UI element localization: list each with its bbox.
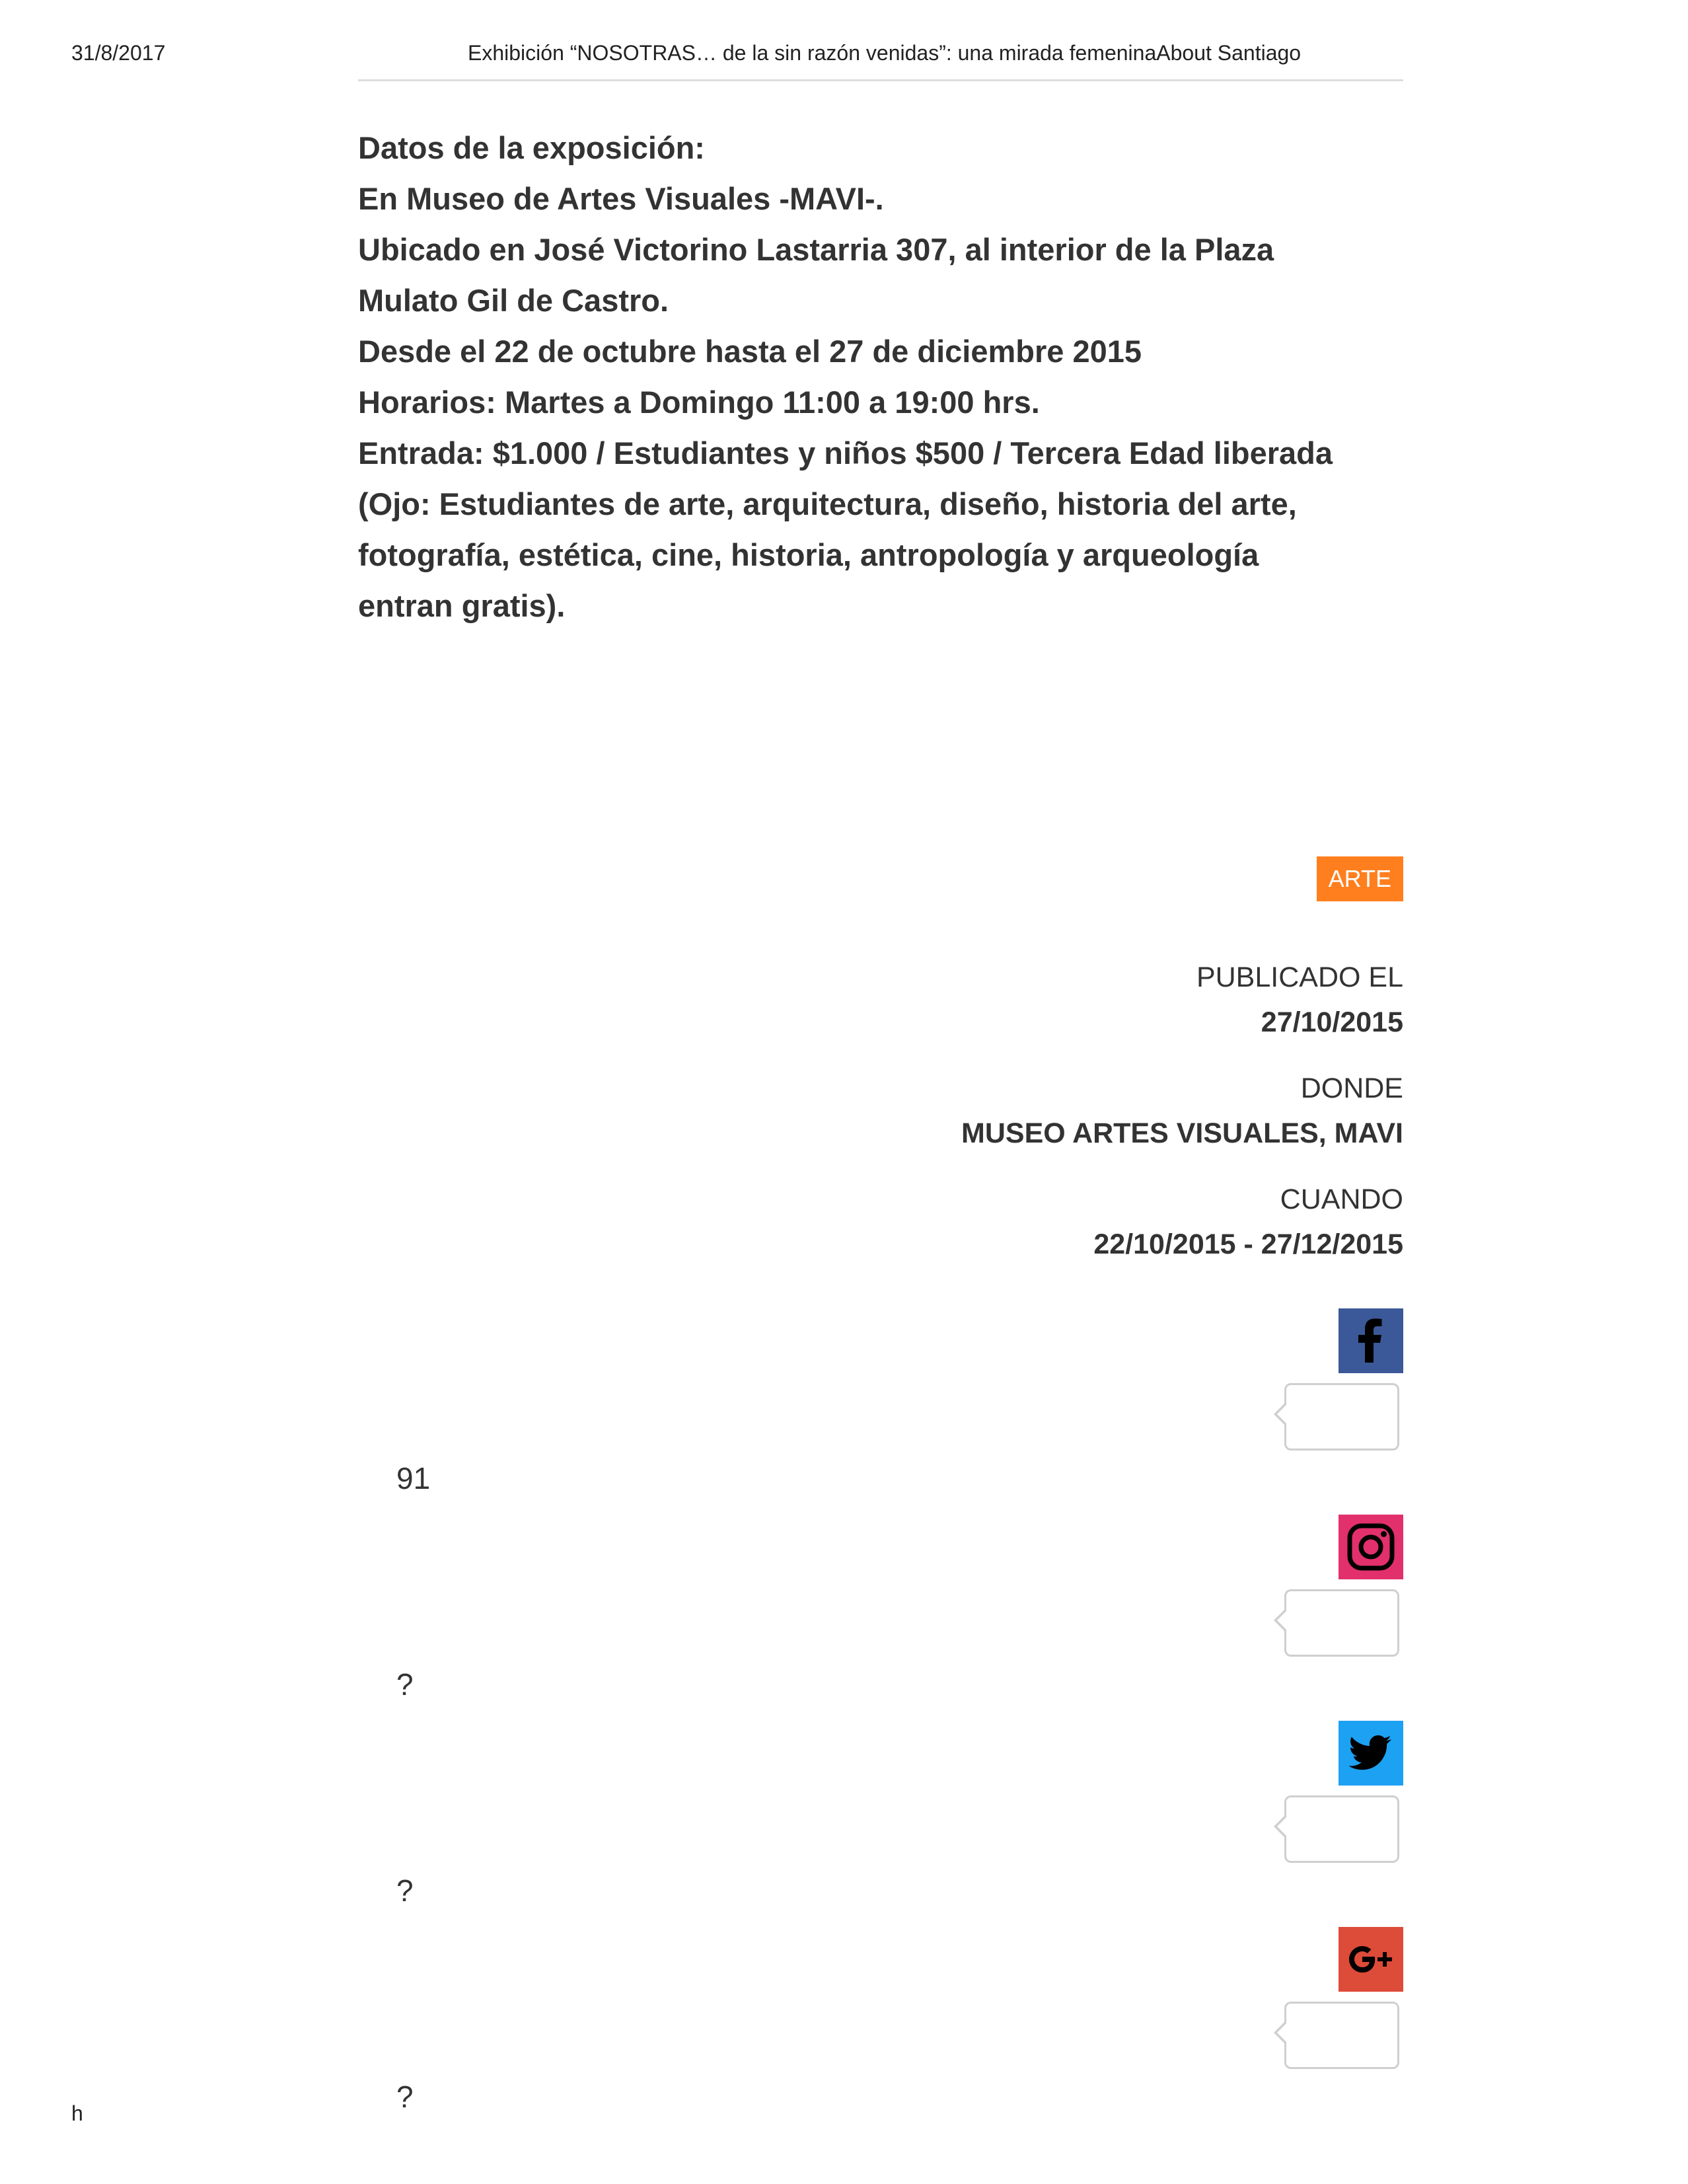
info-line: Horarios: Martes a Domingo 11:00 a 19:00 hrs. <box>358 385 1040 420</box>
info-line: entran gratis). <box>358 588 566 623</box>
share-count: ? <box>396 1873 414 1908</box>
share-count-bubble <box>1284 1589 1399 1657</box>
share-count-bubble <box>1284 1383 1399 1450</box>
page-title: Exhibición “NOSOTRAS… de la sin razón venidas”: una mirada femeninaAbout Santiago <box>468 41 1302 65</box>
info-line: En Museo de Artes Visuales -MAVI-. <box>358 181 884 216</box>
exhibition-details <box>358 122 1403 631</box>
info-line: Mulato Gil de Castro. <box>358 283 669 318</box>
info-line: Datos de la exposición: <box>358 130 705 165</box>
footer-url: h <box>71 2101 83 2125</box>
category-tag-arte[interactable]: ARTE <box>1317 856 1403 901</box>
google-plus-share-button[interactable] <box>1339 1927 1403 1992</box>
info-line: (Ojo: Estudiantes de arte, arquitectura, diseño, historia del arte, <box>358 486 1297 521</box>
when-label: CUANDO <box>1280 1184 1403 1215</box>
instagram-share-button[interactable] <box>1339 1515 1403 1579</box>
twitter-share-button[interactable] <box>1339 1721 1403 1786</box>
share-count-bubble <box>1284 2002 1399 2069</box>
published-date: 27/10/2015 <box>1261 1006 1403 1038</box>
instagram-icon <box>1339 1515 1403 1579</box>
share-count: ? <box>396 2080 414 2114</box>
published-label: PUBLICADO EL <box>1196 961 1403 993</box>
share-count-bubble <box>1284 1795 1399 1863</box>
date-range: 22/10/2015 - 27/12/2015 <box>1093 1228 1403 1260</box>
google-plus-icon <box>1339 1927 1403 1992</box>
info-line: Ubicado en José Victorino Lastarria 307, al interior de la Plaza <box>358 232 1274 267</box>
header-divider <box>358 79 1403 81</box>
print-date: 31/8/2017 <box>71 41 166 65</box>
post-meta <box>677 955 1403 1288</box>
where-label: DONDE <box>1300 1073 1403 1104</box>
share-count: ? <box>396 1667 414 1702</box>
share-count: 91 <box>396 1461 431 1495</box>
venue-name: MUSEO ARTES VISUALES, MAVI <box>961 1117 1403 1149</box>
facebook-icon <box>1339 1308 1403 1373</box>
info-line: Entrada: $1.000 / Estudiantes y niños $500 / Tercera Edad liberada <box>358 435 1333 471</box>
twitter-icon <box>1339 1721 1403 1786</box>
info-line: fotografía, estética, cine, historia, antropología y arqueología <box>358 537 1259 572</box>
facebook-share-button[interactable] <box>1339 1308 1403 1373</box>
info-line: Desde el 22 de octubre hasta el 27 de diciembre 2015 <box>358 334 1142 369</box>
